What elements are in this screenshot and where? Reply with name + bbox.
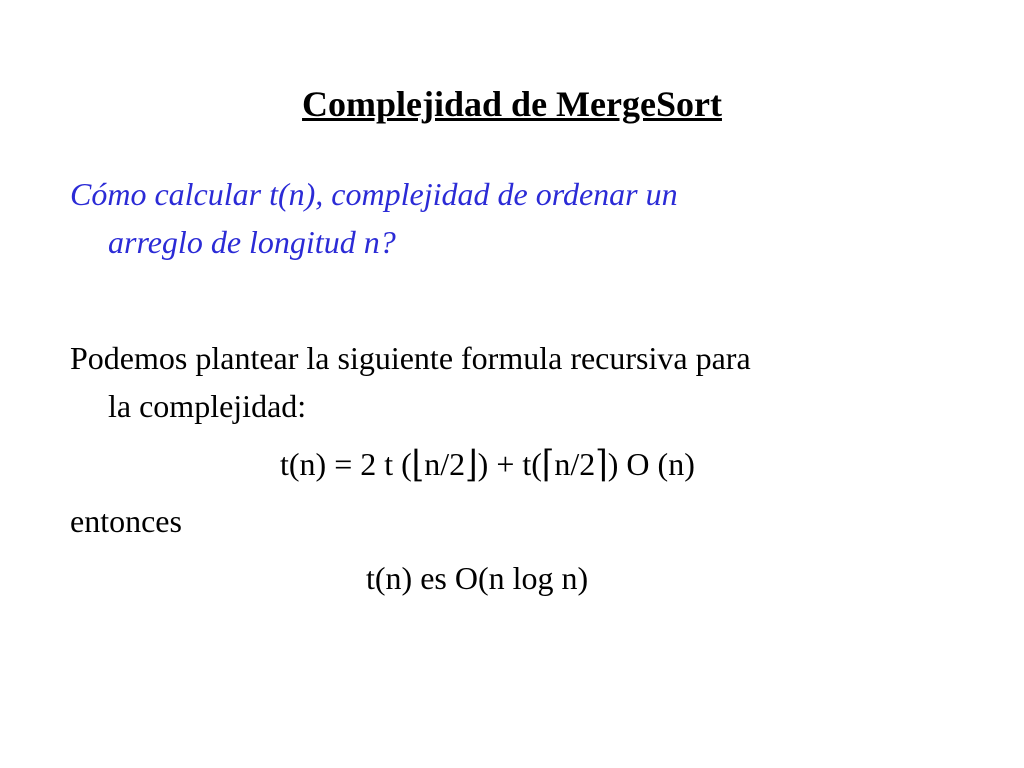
connector-text: entonces	[70, 503, 182, 539]
recurrence-formula	[0, 440, 1024, 488]
floor-left-bracket: ⌊	[411, 443, 425, 485]
formula-part-2: ) + t(	[477, 446, 542, 482]
intro-text	[70, 334, 970, 430]
floor-argument: n/2	[424, 446, 466, 482]
result-formula: t(n) es O(n log n)	[366, 560, 589, 596]
formula-part-1: t(n) = 2 t (	[280, 446, 412, 482]
intro-line-1: Podemos plantear la siguiente formula recursiva para	[70, 340, 751, 376]
intro-line-2: la complejidad:	[108, 388, 307, 424]
question-line-2: arreglo de longitud n?	[108, 224, 396, 260]
formula-part-3: ) O (n)	[607, 446, 695, 482]
ceil-argument: n/2	[554, 446, 596, 482]
ceil-left-bracket: ⌈	[541, 443, 555, 485]
ceil-right-bracket: ⌉	[595, 443, 608, 485]
question-line-1: Cómo calcular t(n), complejidad de ordenar un	[70, 176, 678, 212]
floor-right-bracket: ⌋	[465, 443, 478, 485]
question-text	[70, 170, 970, 266]
slide-title: Complejidad de MergeSort	[302, 84, 722, 124]
